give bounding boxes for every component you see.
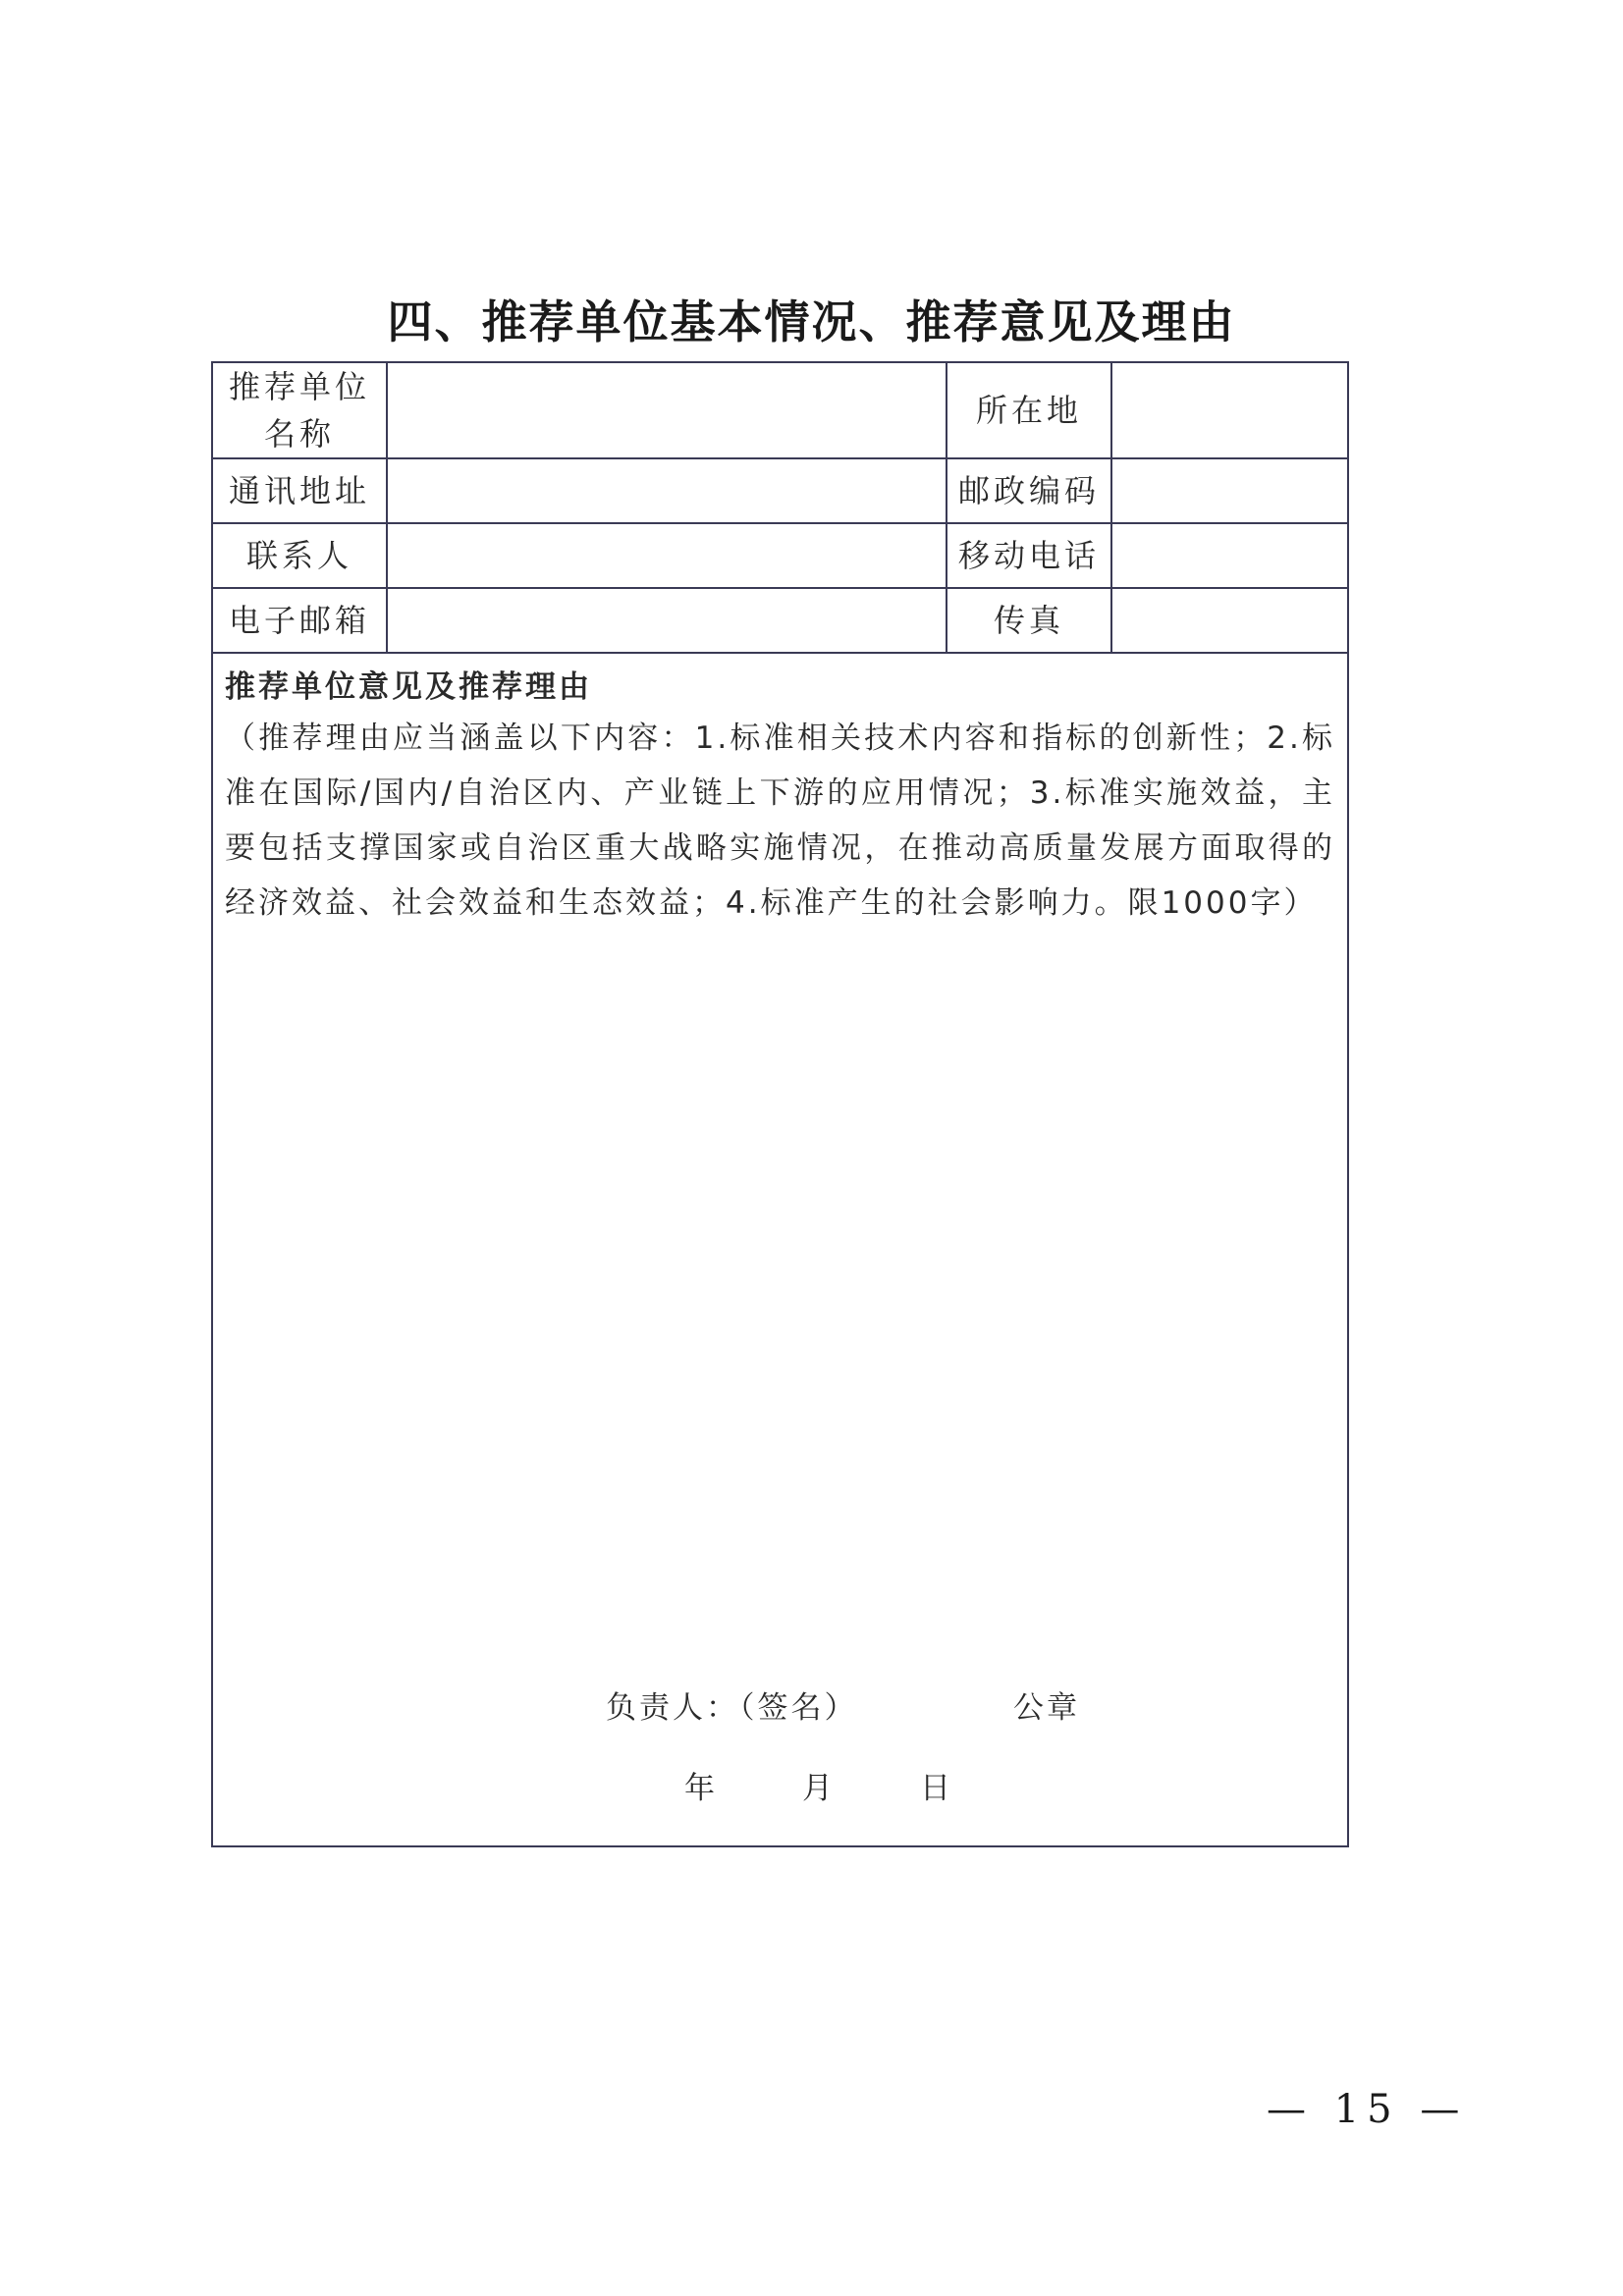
signer-label: 负责人：（签名）: [606, 1690, 858, 1726]
label-address: 通讯地址: [212, 458, 387, 523]
recommender-info-table: [211, 361, 1349, 1847]
fax-field[interactable]: [1111, 588, 1348, 653]
label-email: 电子邮箱: [212, 588, 387, 653]
year-label: 年: [684, 1771, 718, 1806]
table-row: [212, 588, 1348, 653]
email-field[interactable]: [387, 588, 947, 653]
label-fax: 传真: [947, 588, 1111, 653]
unit-name-field[interactable]: [387, 362, 947, 458]
mobile-field[interactable]: [1111, 523, 1348, 588]
page-number: — 15 —: [1267, 2087, 1468, 2132]
label-postcode: 邮政编码: [947, 458, 1111, 523]
page-title: 四、推荐单位基本情况、推荐意见及理由: [387, 295, 1236, 348]
opinion-cell: [212, 653, 1348, 1846]
day-label: 日: [920, 1771, 953, 1806]
table-row: [212, 523, 1348, 588]
opinion-heading: 推荐单位意见及推荐理由: [225, 669, 592, 705]
contact-field[interactable]: [387, 523, 947, 588]
label-mobile: 移动电话: [947, 523, 1111, 588]
seal-label: 公章: [1013, 1690, 1080, 1726]
table-row: [212, 458, 1348, 523]
postcode-field[interactable]: [1111, 458, 1348, 523]
label-contact: 联系人: [212, 523, 387, 588]
label-location: 所在地: [947, 362, 1111, 458]
table-row: [212, 362, 1348, 458]
location-field[interactable]: [1111, 362, 1348, 458]
table-row: [212, 653, 1348, 1846]
opinion-description: （推荐理由应当涵盖以下内容：1.标准相关技术内容和指标的创新性；2.标准在国际/国内/自治区内、产业链上下游的应用情况；3.标准实施效益，主要包括支撑国家或自治区重大战略实施情况，在推动高质量发展方面取得的经济效益、社会效益和生态效益；4.标准产生的社会影响力。限1000字）: [225, 721, 1335, 921]
month-label: 月: [802, 1771, 836, 1806]
label-unit-name: 推荐单位名称: [212, 362, 387, 458]
address-field[interactable]: [387, 458, 947, 523]
